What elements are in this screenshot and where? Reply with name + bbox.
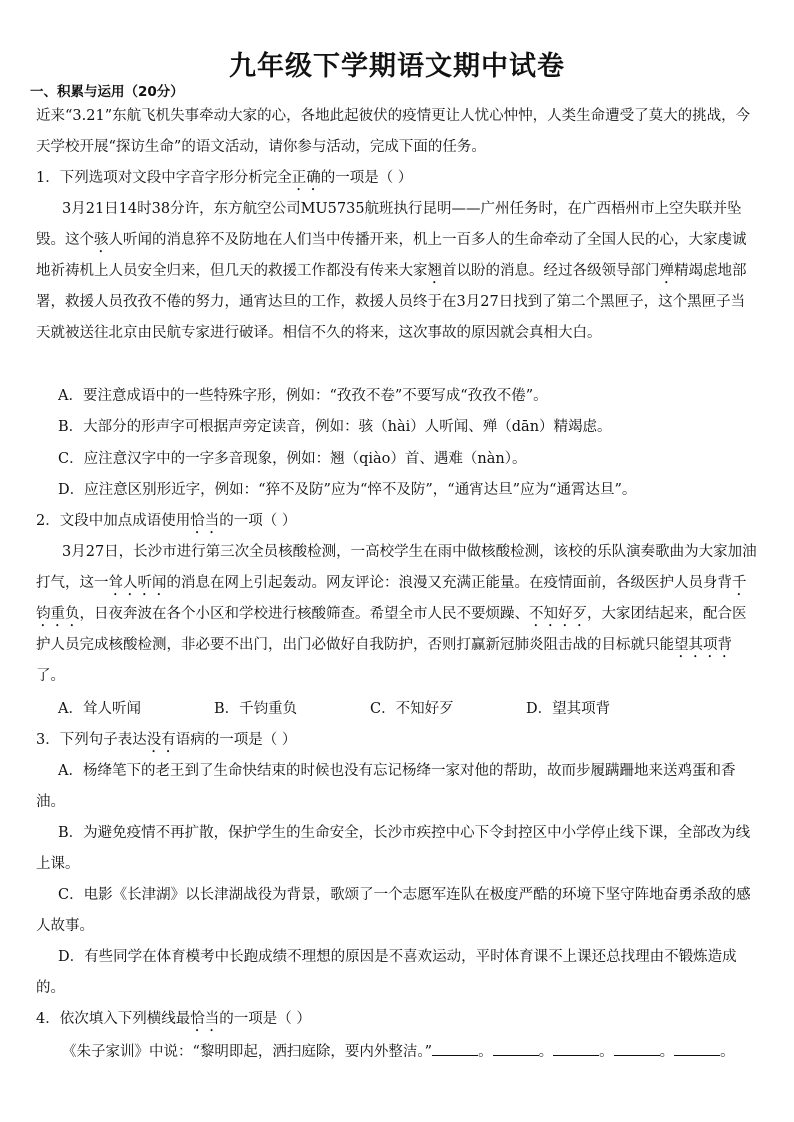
question-2-option-a: A．耸人听闻 [58,701,141,717]
question-1-option-a: A．要注意成语中的一些特殊字形，例如：“孜孜不卷”不要写成“孜孜不倦”。 [58,388,548,404]
question-2-passage: 3月27日，长沙市进行第三次全员核酸检测，一高校学生在雨中做核酸检测，该校的乐队演奏歌曲为大家加油打气，这一耸人听闻的消息在网上引起轰动。网友评论：浪漫又充满正能量。在疫情面前，各级医护人员身背千钧重负，日夜奔波在各个小区和学校进行核酸筛查。希望全市人民不要烦躁、不知好歹，大家团结起来，配合医护人员完成核酸检测，非必要不出门，出门必做好自我防护，否则打赢新冠肺炎阻击战的目标就只能望其项背了。 [36,544,757,684]
question-2-option-c: C．不知好歹 [370,701,454,717]
question-2-option-d: D．望其项背 [526,701,611,717]
question-3-option-d: D．有些同学在体育模考中长跑成绩不理想的原因是不喜欢运动，平时体育课不上课还总找理由不锻炼造成的。 [36,949,737,996]
question-1-option-d: D．应注意区别形近字，例如：“猝不及防”应为“悴不及防”，“通宵达旦”应为“通霄达旦”。 [58,482,637,498]
question-3-option-c: C．电影《长津湖》以长津湖战役为背景，歌颂了一个志愿军连队在极度严酷的环境下坚守阵地奋勇杀敌的感人故事。 [36,887,751,934]
question-1-option-b: B．大部分的形声字可根据声旁定读音，例如：骇（hài）人听闻、殚（dān）精竭虑。 [58,419,612,435]
question-2-stem: 2．文段中加点成语使用恰当的一项（ ） [36,513,297,529]
question-3-option-a: A．杨绛笔下的老王到了生命快结束的时候也没有忘记杨绛一家对他的帮助，故而步履蹒跚地来送鸡蛋和香油。 [36,763,736,810]
section-intro: 近来“3.21”东航飞机失事牵动大家的心，各地此起彼伏的疫情更让人忧心忡忡，人类生命遭受了莫大的挑战，今天学校开展“探访生命”的语文活动，请你参与活动，完成下面的任务。 [36,108,751,155]
section-heading: 一、积累与运用（20分） [30,84,184,100]
question-1-passage: 3月21日14时38分许，东方航空公司MU5735航班执行昆明——广州任务时，在广西梧州市上空失联并坠毁。这个骇人听闻的消息猝不及防地在人们当中传播开来，机上一百多人的生命牵动了全国人民的心，大家虔诚地祈祷机上人员安全归来，但几天的救援工作都没有传来大家翘首以盼的消息。经过各级领导部门殚精竭虑地部署，救援人员孜孜不倦的努力，通宵达旦的工作，救援人员终于在3月27日找到了第二个黑匣子，这个黑匣子当天就被送往北京由民航专家进行破译。相信不久的将来，这次事故的原因就会真相大白。 [36,201,747,341]
question-2-options [58,694,682,725]
page-title: 九年级下学期语文期中试卷 [229,51,565,82]
question-1-stem: 1．下列选项对文段中字音字形分析完全正确的一项是（ ） [36,170,413,186]
question-2-option-b: B．千钧重负 [214,701,298,717]
answer-blank[interactable] [553,1043,599,1056]
question-3-option-b: B．为避免疫情不再扩散，保护学生的生命安全，长沙市疾控中心下令封控区中小学停止线下课，全部改为线上课。 [36,825,751,872]
question-1-option-c: C．应注意汉字中的一字多音现象，例如：翘（qiào）首、遇难（nàn）。 [58,451,527,467]
answer-blank[interactable] [674,1043,720,1056]
answer-blank[interactable] [493,1043,539,1056]
answer-blank[interactable] [614,1043,660,1056]
question-3-stem: 3．下列句子表达没有语病的一项是（ ） [36,732,297,748]
question-4-stem: 4．依次填入下列横线最恰当的一项是（ ） [36,1011,311,1027]
question-4-quote-line: 《朱子家训》中说：“黎明即起，洒扫庭除，要内外整洁。” 。 。 。 。 。 [62,1044,735,1060]
answer-blank[interactable] [432,1043,478,1056]
